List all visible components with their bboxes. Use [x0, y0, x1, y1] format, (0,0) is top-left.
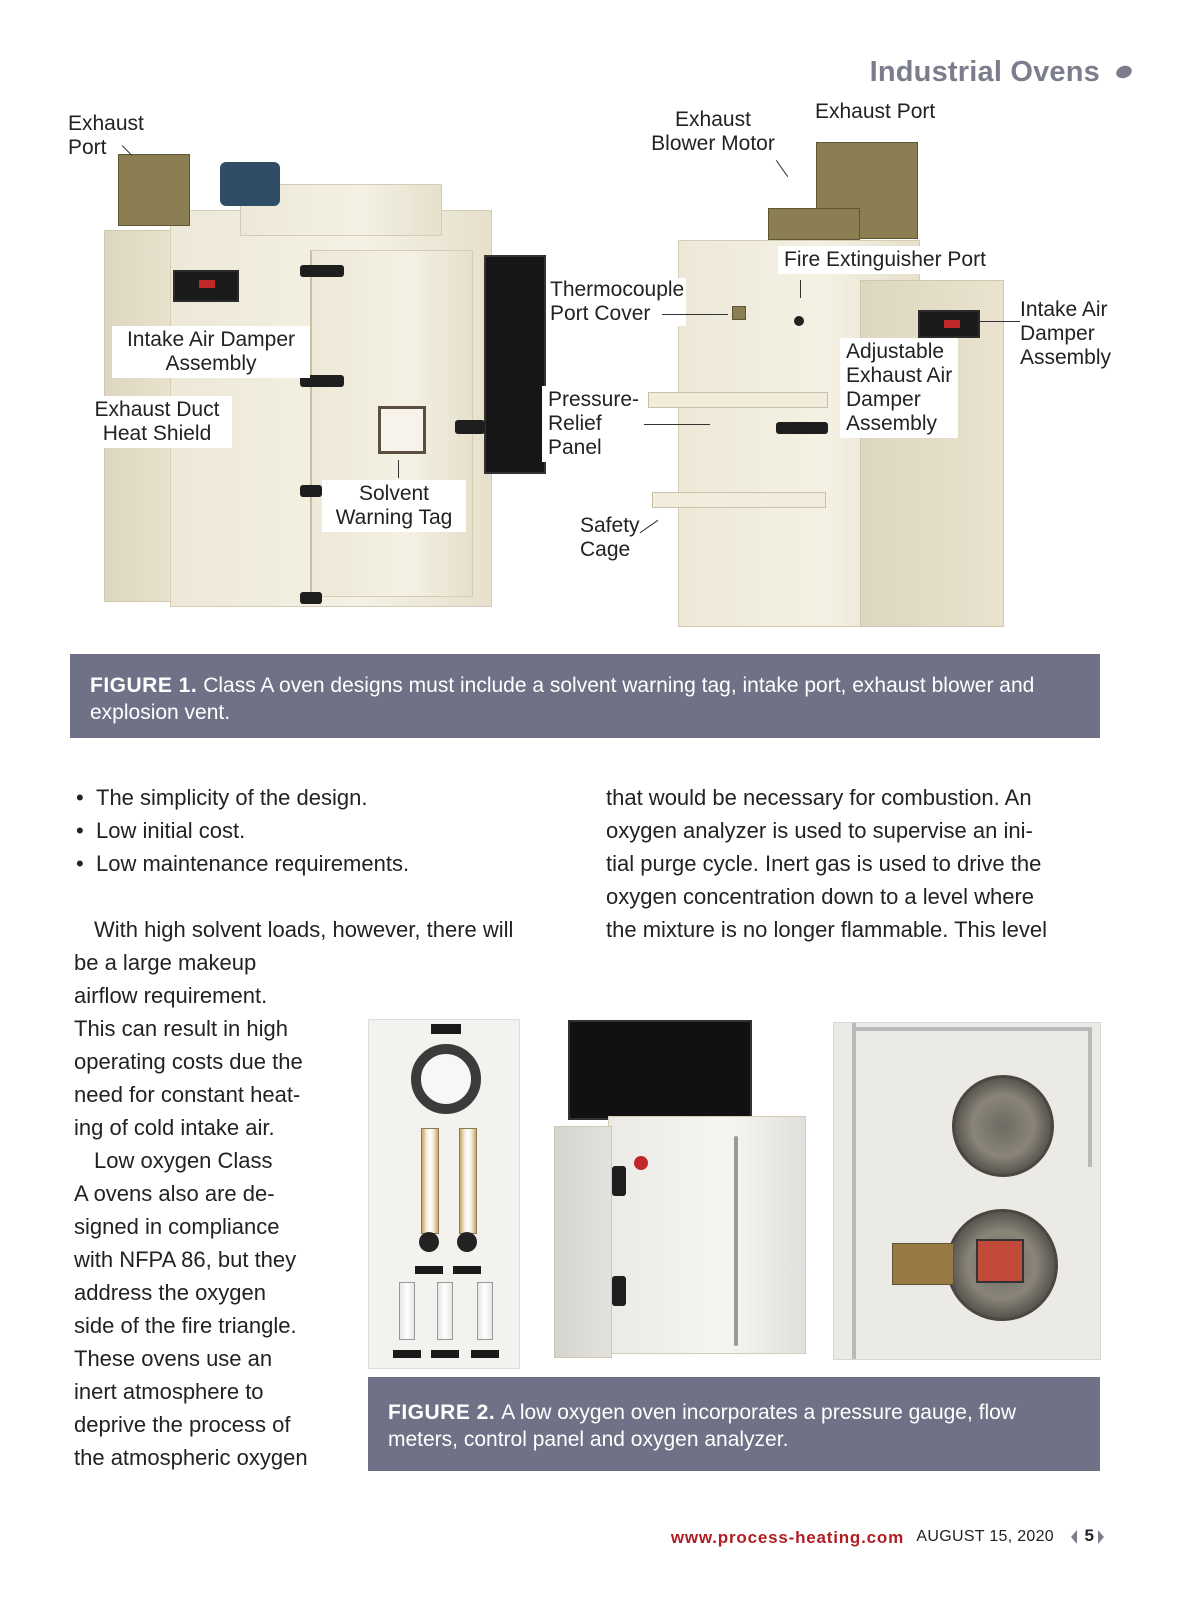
- small-meter-1: [399, 1282, 415, 1340]
- oven-front: [608, 1116, 806, 1354]
- leader-thermocouple-port-cover: [662, 314, 728, 315]
- text-line: oxygen concentration down to a level where: [606, 884, 1035, 909]
- label-thermocouple-port-cover: Thermocouple Port Cover: [550, 278, 685, 325]
- text-line: With high solvent loads, however, there will: [94, 917, 514, 942]
- footer-next-arrow-icon: [1098, 1530, 1104, 1544]
- figure-1-caption-label: FIGURE 1.: [90, 674, 198, 697]
- text-line: that would be necessary for combustion. An: [606, 785, 1032, 810]
- leader-intake-air-damper-right: [980, 321, 1020, 322]
- figure-1-caption: [70, 654, 1100, 738]
- text-line: the mixture is no longer flammable. This level: [606, 917, 1048, 942]
- left-control-panel: [484, 255, 546, 474]
- page-number: 5: [1084, 1526, 1094, 1545]
- text-line: This can result in high: [74, 1016, 288, 1041]
- list-item: • The simplicity of the design.: [74, 781, 554, 814]
- small-meter-3: [477, 1282, 493, 1340]
- text-line: operating costs due the: [74, 1049, 303, 1074]
- leader-pressure-relief-panel: [644, 424, 710, 425]
- left-exhaust-port-housing: [118, 154, 190, 226]
- left-blower-motor: [220, 162, 280, 206]
- oven-side: [554, 1126, 612, 1358]
- footer-prev-arrow-icon: [1071, 1530, 1077, 1544]
- left-intake-damper: [173, 270, 239, 302]
- text-line: be a large makeup: [74, 950, 257, 975]
- text-line: with NFPA 86, but they: [74, 1247, 297, 1272]
- gauge-label-plate: [431, 1024, 461, 1034]
- pipe-vertical-left: [852, 1023, 856, 1359]
- flow-knob-1: [419, 1232, 439, 1252]
- small-meter-label-3: [471, 1350, 499, 1358]
- figure-2-caption: [368, 1377, 1100, 1471]
- text-line: tial purge cycle. Inert gas is used to drive the: [606, 851, 1042, 876]
- text-line: oxygen analyzer is used to supervise an ini-: [606, 818, 1033, 843]
- small-meter-2: [437, 1282, 453, 1340]
- text-line: address the oxygen: [74, 1280, 267, 1305]
- right-intake-damper: [918, 310, 980, 338]
- label-safety-cage: Safety Cage: [574, 512, 646, 564]
- list-item: • Low maintenance requirements.: [74, 847, 554, 880]
- fire-extinguisher-port-image: [794, 316, 804, 326]
- figure-1-caption-text: Class A oven designs must include a solvent warning tag, intake port, exhaust blower and explosion vent.: [90, 674, 1035, 724]
- small-meter-label-1: [393, 1350, 421, 1358]
- flow-meter-2: [459, 1128, 477, 1234]
- text-line: the atmospheric oxygen: [74, 1445, 308, 1470]
- label-exhaust-port-right: Exhaust Port: [815, 100, 936, 123]
- label-intake-air-damper-right: Intake Air Damper Assembly: [1020, 298, 1112, 369]
- section-bullet-icon: [1114, 64, 1133, 81]
- left-hinge-4: [300, 592, 322, 604]
- flow-label-1: [415, 1266, 443, 1274]
- small-meter-label-2: [431, 1350, 459, 1358]
- oven-logo-icon: [634, 1156, 648, 1170]
- analyzer-screen: [976, 1239, 1024, 1283]
- label-pressure-relief-panel: Pressure- Relief Panel: [542, 386, 645, 462]
- label-adjustable-exhaust-air-damper: Adjustable Exhaust Air Damper Assembly: [840, 338, 958, 438]
- text-line: need for constant heat-: [74, 1082, 301, 1107]
- pipe-vertical-right: [1088, 1027, 1092, 1167]
- text-line: These ovens use an: [74, 1346, 273, 1371]
- figure-2-flow-meter-photo: [368, 1019, 520, 1369]
- oven-control-panel: [568, 1020, 752, 1120]
- leader-fire-extinguisher-port: [800, 280, 801, 298]
- right-exhaust-base: [768, 208, 860, 240]
- label-fire-extinguisher-port: Fire Extinguisher Port: [778, 246, 992, 274]
- oven-door-handle: [734, 1136, 738, 1346]
- text-line: signed in compliance: [74, 1214, 280, 1239]
- text-line: side of the fire triangle.: [74, 1313, 297, 1338]
- pipe-horizontal-top: [852, 1027, 1092, 1031]
- list-item: • Low initial cost.: [74, 814, 554, 847]
- label-exhaust-duct-heat-shield: Exhaust Duct Heat Shield: [82, 396, 232, 448]
- left-hinge-1: [300, 265, 344, 277]
- text-line: A ovens also are de-: [74, 1181, 275, 1206]
- label-exhaust-port-left: Exhaust Port: [68, 112, 144, 159]
- oven-hinge-1: [612, 1166, 626, 1196]
- left-hinge-3: [300, 485, 322, 497]
- footer-date: AUGUST 15, 2020: [916, 1528, 1054, 1545]
- figure-2-oven-photo: [548, 1016, 818, 1368]
- pressure-gauge-icon: [411, 1044, 481, 1114]
- solvent-warning-tag-image: [378, 406, 426, 454]
- analyzer-pump: [892, 1243, 954, 1285]
- advantages-list: [74, 781, 554, 880]
- adjustable-damper-image: [776, 422, 828, 434]
- section-title: Industrial Ovens: [869, 56, 1100, 88]
- text-line: inert atmosphere to: [74, 1379, 264, 1404]
- safety-cage-bar-1: [648, 392, 828, 408]
- text-line: Low oxygen Class: [94, 1148, 273, 1173]
- thermocouple-port-cover-image: [732, 306, 746, 320]
- figure-2-caption-text: A low oxygen oven incorporates a pressure gauge, flow meters, control panel and oxygen analyzer.: [388, 1401, 1016, 1451]
- flow-meter-1: [421, 1128, 439, 1234]
- figure-2-analyzer-photo: [833, 1022, 1101, 1360]
- text-line: ing of cold intake air.: [74, 1115, 275, 1140]
- label-solvent-warning-tag: Solvent Warning Tag: [322, 480, 466, 532]
- leader-solvent-warning-tag: [398, 460, 399, 478]
- right-column-text: [606, 781, 1106, 946]
- label-intake-air-damper-left: Intake Air Damper Assembly: [112, 326, 310, 378]
- label-exhaust-blower-motor: Exhaust Blower Motor: [651, 108, 775, 155]
- footer-url-link[interactable]: www.process-heating.com: [670, 1528, 904, 1547]
- flow-label-2: [453, 1266, 481, 1274]
- safety-cage-bar-2: [652, 492, 826, 508]
- oven-hinge-2: [612, 1276, 626, 1306]
- left-door-latch: [455, 420, 485, 434]
- text-line: airflow requirement.: [74, 983, 268, 1008]
- figure-2-caption-label: FIGURE 2.: [388, 1401, 496, 1424]
- text-line: deprive the process of: [74, 1412, 291, 1437]
- flow-knob-2: [457, 1232, 477, 1252]
- oxygen-sensor-upper-icon: [952, 1075, 1054, 1177]
